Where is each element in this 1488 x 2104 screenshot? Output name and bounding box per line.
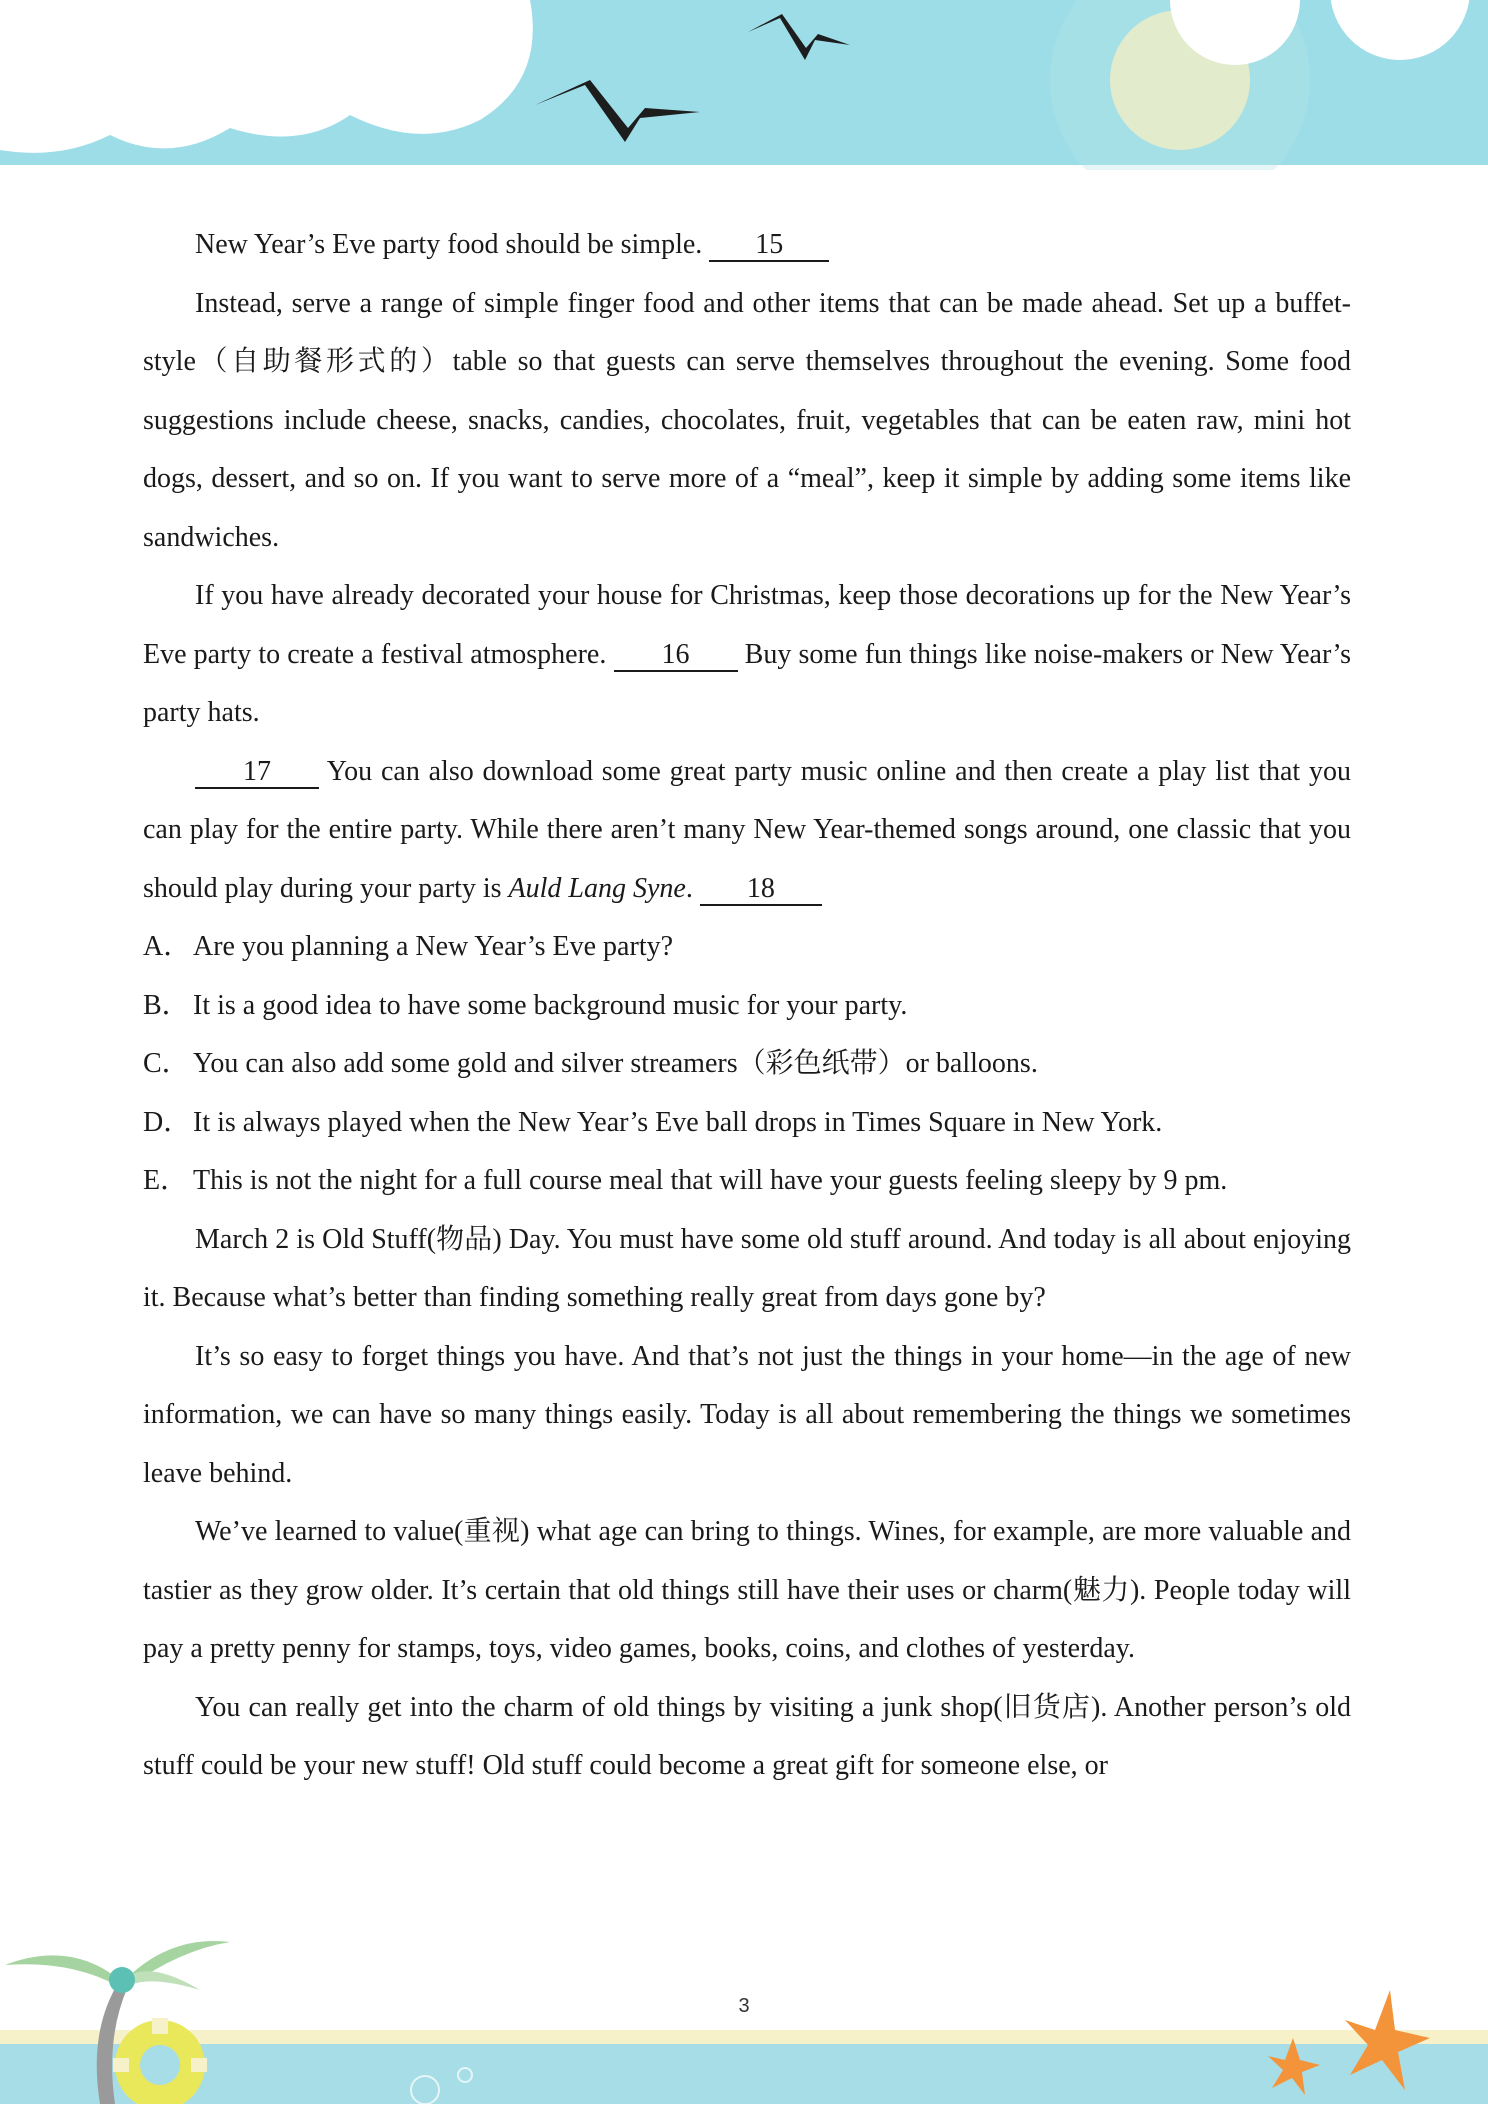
option-text: This is not the night for a full course meal that will have your guests feeling sleepy by 9 pm.: [193, 1165, 1228, 1196]
paragraph-text: New Year’s Eve party food should be simple.: [195, 229, 703, 260]
paragraph-decorations: [143, 567, 1351, 743]
page-number: 3: [738, 1995, 750, 2017]
page-content: [143, 216, 1351, 1796]
blank-16: 16: [614, 640, 738, 672]
sun-icon: [1110, 10, 1250, 150]
paragraph-music: 17 You can also download some great party music online and then create a play list that you can play for the entire party. While there aren’t many New Year-themed songs around, one classic that you should play during your party is Auld Lang Syne. 18: [143, 755, 1351, 904]
paragraph-old-stuff-3: We’ve learned to value(重视) what age can bring to things. Wines, for example, are more valuable and tastier as they grow older. It’s certain that old things still have their uses or charm(魅力). People today will pay a pretty penny for stamps, toys, video games, books, coins, and clothes of yesterday.: [143, 1516, 1351, 1664]
option-letter: C．: [143, 1048, 190, 1079]
blank-18: 18: [700, 874, 822, 906]
paragraph-old-stuff-4: You can really get into the charm of old things by visiting a junk shop(旧货店). Another person’s old stuff could be your new stuff! Old stuff could become a great gift for someone else, or: [143, 1691, 1351, 1781]
option-e: [143, 1152, 1351, 1211]
option-text: It is a good idea to have some background music for your party.: [193, 989, 908, 1021]
bird-icon: [748, 14, 850, 60]
option-letter: A．: [143, 931, 192, 962]
paragraph-buffet: Instead, serve a range of simple finger food and other items that can be made ahead. Set up a buffet-style（自助餐形式的）table so that guests can serve themselves throughout the evening. Some food suggestions include cheese, snacks, candies, chocolates, fruit, vegetables that can be eaten raw, mini hot dogs, dessert, and so on. If you want to serve more of a “meal”, keep it simple by adding some items like sandwiches.: [143, 287, 1351, 553]
option-letter: B．: [143, 989, 190, 1021]
footer-beach-decoration: [0, 1880, 1488, 2104]
song-title: Auld Lang Syne: [508, 872, 686, 904]
palm-leaf-icon: [125, 1941, 230, 1986]
bird-icon: [535, 80, 700, 142]
option-c: [143, 1035, 1351, 1094]
option-letter: D．: [143, 1106, 192, 1138]
option-text: You can also add some gold and silver streamers（彩色纸带）or balloons.: [193, 1048, 1038, 1079]
blank-17: 17: [195, 757, 319, 789]
paragraph-food-intro: [143, 216, 1351, 275]
option-d: [143, 1094, 1351, 1153]
option-text: Are you planning a New Year’s Eve party?: [193, 931, 674, 962]
option-letter: E．: [143, 1165, 189, 1196]
option-b: [143, 977, 1351, 1036]
blank-15: 15: [709, 230, 829, 262]
starfish-icon: [1268, 2038, 1320, 2095]
header-sky-decoration: [0, 0, 1488, 170]
option-text: It is always played when the New Year’s Eve ball drops in Times Square in New York.: [193, 1106, 1163, 1138]
paragraph-old-stuff-2: It’s so easy to forget things you have. And that’s not just the things in your home—in the age of new information, we can have so many things easily. Today is all about remembering the things we sometimes leave behind.: [143, 1340, 1351, 1489]
paragraph-text: If you have already decorated your house for Christmas, keep those decorations up for the New Year’s Eve party to create a festival atmosphere.: [143, 580, 1351, 670]
paragraph-old-stuff-1: March 2 is Old Stuff(物品) Day. You must have some old stuff around. And today is all about enjoying it. Because what’s better than finding something really great from days gone by?: [143, 1223, 1351, 1313]
paragraph-text: Buy some fun things like noise-makers or New Year’s party hats.: [143, 638, 1352, 728]
option-a: [143, 918, 1351, 977]
paragraph-text: You can also download some great party music online and then create a play list that you can play for the entire party. While there aren’t many New Year-themed songs around, one classic that you should play during your party is: [143, 755, 1351, 904]
lifebuoy-icon: [113, 2018, 207, 2104]
